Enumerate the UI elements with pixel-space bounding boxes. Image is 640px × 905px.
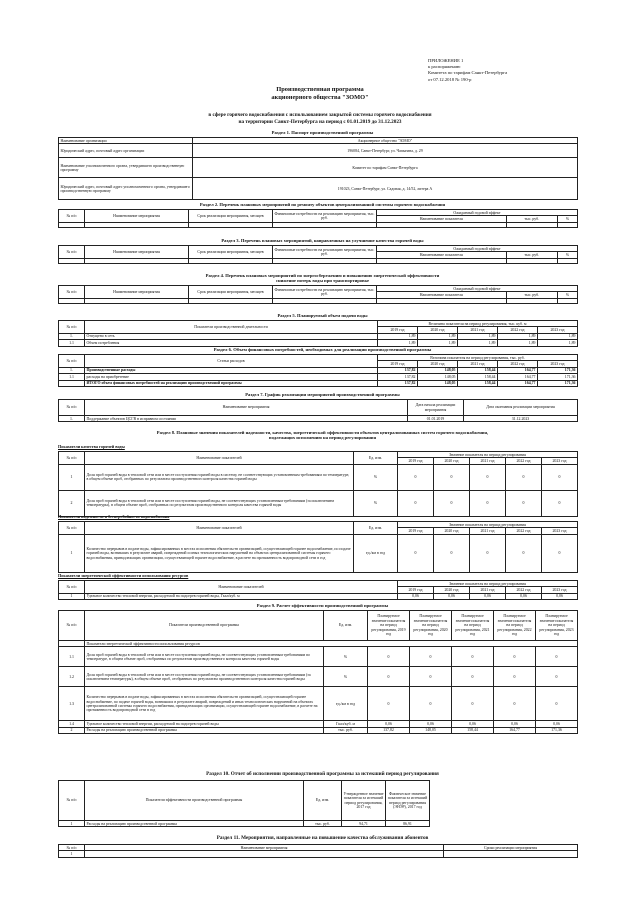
- header-cell: Дата начала реализации мероприятия: [408, 400, 464, 416]
- header-cell: Статьи расходов: [85, 355, 378, 368]
- header-cell: тыс. руб.: [506, 292, 557, 298]
- year-cell: 2023 год: [542, 528, 578, 534]
- title-line: акционерного общества "ЗОМО": [271, 94, 369, 102]
- header-cell: № п/п: [59, 246, 85, 259]
- cell: 1: [59, 851, 85, 857]
- header-cell: %: [558, 252, 578, 258]
- cell: 0,06: [452, 721, 494, 727]
- year-cell: 2020 год: [434, 528, 470, 534]
- header-cell: Наименование показателей: [85, 522, 354, 535]
- financial-needs-table: [58, 354, 578, 387]
- heading-line: Раздел 8. Плановые значения показателей надежности, качества, энергетической эффективности объектов централизованных систем горячего водоснабжения,: [156, 430, 489, 435]
- year-cell: 2023 год: [538, 327, 578, 333]
- section-7-heading: Раздел 7. График реализации мероприятий производственной программы: [245, 392, 400, 397]
- section-9-heading: Раздел 9. Расчет эффективности производственной программы: [256, 603, 389, 608]
- cell: расходы на приобретение: [85, 374, 378, 380]
- header-cell: Планируемое значение показателя на период регулирования, 2020 год: [410, 611, 452, 641]
- table-row: [59, 464, 578, 490]
- cell: 0: [452, 647, 494, 667]
- schedule-table: [58, 399, 578, 422]
- cell: 1.1: [59, 340, 85, 346]
- table-row: [59, 144, 578, 158]
- cell: 148,05: [410, 727, 452, 733]
- header-cell: Срок реализации мероприятия, месяцев: [189, 210, 273, 223]
- header-cell: тыс. руб.: [506, 216, 557, 222]
- cell: 0,06: [410, 721, 452, 727]
- cell: 148,05: [418, 374, 458, 380]
- year-cell: 2019 год: [398, 458, 434, 464]
- cell: 0,06: [368, 721, 410, 727]
- table-row: [59, 222, 578, 227]
- supply-volume-table: [58, 320, 578, 347]
- cell: 171,36: [536, 727, 578, 733]
- heading-line: подлежащих исполнению на период регулирования: [268, 435, 377, 441]
- cell: Акционерное общество "ЗОМО": [193, 138, 578, 144]
- section-5-heading: Раздел 5. Планируемый объем подачи воды: [277, 313, 368, 318]
- repair-table: [58, 209, 578, 228]
- cell: 196084, Санкт-Петербург, ул. Чапыгина, д. 29: [193, 144, 578, 158]
- cell: 1: [59, 534, 85, 572]
- cell: 137,82: [378, 374, 418, 380]
- header-cell: Величина показателя на период регулирования, тыс. руб.: [378, 355, 578, 361]
- heading-line: Раздел 4. Перечень плановых мероприятий по энергосбережению и повышению энергетической эффективности: [205, 273, 440, 278]
- cell: 0: [434, 534, 470, 572]
- header-cell: Ед. изм.: [354, 522, 398, 535]
- header-cell: Финансовые потребности на реализацию мероприятия, тыс. руб.: [273, 246, 377, 259]
- cell: 0: [506, 464, 542, 490]
- header-cell: %: [558, 292, 578, 298]
- cell: 1,89: [538, 340, 578, 346]
- cell: 0: [542, 464, 578, 490]
- header-cell: № п/п: [59, 321, 85, 334]
- header-cell: Значение показателя на период регулирования: [398, 581, 578, 587]
- cell: 0: [536, 667, 578, 687]
- table-row: [59, 178, 578, 200]
- year-cell: 2021 год: [458, 361, 498, 367]
- cell: 0: [494, 647, 536, 667]
- cell: 2: [59, 490, 85, 516]
- group-cell: Показатели энергетической эффективности использования ресурсов: [85, 641, 578, 647]
- header-cell: Значение показателя на период регулирования: [398, 522, 578, 528]
- cell: 0: [494, 687, 536, 721]
- year-cell: 2022 год: [506, 587, 542, 593]
- table-row: [59, 593, 578, 599]
- document-subtitle: [60, 112, 580, 127]
- header-cell: Утвержденное значение показателя за истекший период регулирования, 2017 год: [342, 781, 386, 821]
- header-cell: Наименование мероприятия: [85, 400, 408, 416]
- cell: 1: [59, 593, 85, 599]
- appendix-line: Комитета по тарифам Санкт-Петербурга: [428, 70, 508, 76]
- section-1-heading: Раздел 1. Паспорт производственной программы: [271, 130, 374, 135]
- header-cell: Наименование мероприятия: [85, 210, 189, 223]
- cell: 164,77: [498, 380, 538, 386]
- cell: %: [324, 647, 368, 667]
- cell: 0: [398, 490, 434, 516]
- service-quality-table: [58, 844, 578, 858]
- cell: 0: [368, 667, 410, 687]
- header-cell: Сроки реализации мероприятия: [444, 845, 578, 851]
- header-cell: № п/п: [59, 581, 85, 594]
- year-cell: 2021 год: [470, 587, 506, 593]
- year-cell: 2022 год: [498, 361, 538, 367]
- year-cell: 2022 год: [506, 528, 542, 534]
- cell: 2: [59, 727, 85, 733]
- cell: 0: [410, 667, 452, 687]
- subtitle-line: на территории Санкт-Петербурга на период с 01.01.2019 до 31.12.2023: [238, 119, 402, 126]
- table-row: [59, 490, 578, 516]
- report-table: [58, 780, 430, 827]
- energy-measures-table: [58, 285, 578, 304]
- cell: 0: [542, 490, 578, 516]
- section-3-heading: Раздел 3. Перечень плановых мероприятий, направленных на улучшение качества горячей воды: [221, 238, 424, 243]
- cell: 0,06: [536, 721, 578, 727]
- header-cell: тыс. руб.: [506, 252, 557, 258]
- cell: Доля проб горячей воды в тепловой сети или в месте поступления горячей воды в систему, не соответствующих установленным требованиям по температуре, в общем объеме проб, отобранных по результатам производственного контроля качества горячей воды: [85, 464, 354, 490]
- table-header-row: [59, 611, 578, 641]
- cell: 31.12.2023: [464, 416, 578, 422]
- header-cell: Наименование показателей: [85, 452, 354, 465]
- quality-indicators-table: [58, 451, 578, 517]
- header-cell: Ед. изм.: [354, 452, 398, 465]
- efficiency-table: [58, 610, 578, 734]
- cell: 0,06: [506, 593, 542, 599]
- cell: 1,89: [378, 340, 418, 346]
- cell: 0: [506, 490, 542, 516]
- cell: 0,06: [542, 593, 578, 599]
- header-cell: № п/п: [59, 781, 85, 821]
- header-cell: Ожидаемый годовой эффект: [377, 210, 578, 216]
- cell: 191023, Санкт-Петербург, ул. Садовая, д. 14/52, литера А: [193, 178, 578, 200]
- cell: 86,91: [386, 821, 430, 827]
- cell: 0: [434, 464, 470, 490]
- cell: Наименование уполномоченного органа, утвердившего производственную программу: [59, 158, 193, 178]
- cell: Доля проб горячей воды в тепловой сети или в месте поступления горячей воды, не соответствующих установленным требованиям (за исключением температуры), в общем объеме проб, отобранных по результатам производственного контроля качества горячей воды: [85, 667, 324, 687]
- year-cell: 2023 год: [542, 458, 578, 464]
- cell: 171,36: [538, 367, 578, 373]
- cell: Юридический адрес, почтовый адрес организации: [59, 144, 193, 158]
- table-row: [59, 667, 578, 687]
- cell: 171,36: [538, 380, 578, 386]
- cell: Расходы на реализацию производственной программы: [85, 821, 304, 827]
- cell: Доля проб горячей воды в тепловой сети или в месте поступления горячей воды, не соответствующих установленным требованиям по температуре, в общем объеме проб, отобранных по результатам производственного контроля качества горячей воды: [85, 647, 324, 667]
- cell: Гкал/куб. м: [324, 721, 368, 727]
- cell: 1.2: [59, 667, 85, 687]
- appendix-block: [428, 58, 628, 83]
- passport-table: [58, 137, 578, 200]
- header-cell: № п/п: [59, 522, 85, 535]
- cell: 0,06: [434, 593, 470, 599]
- cell: %: [354, 464, 398, 490]
- cell: [59, 380, 85, 386]
- header-cell: Срок реализации мероприятия, месяцев: [189, 286, 273, 299]
- cell: 158,44: [452, 727, 494, 733]
- cell: 1,89: [498, 333, 538, 339]
- table-row: [59, 647, 578, 667]
- cell: 0: [470, 490, 506, 516]
- header-cell: Планируемое значение показателя на период регулирования, 2022 год: [494, 611, 536, 641]
- table-row: [59, 340, 578, 346]
- header-cell: Наименование мероприятия: [85, 286, 189, 299]
- cell: 164,77: [494, 727, 536, 733]
- table-row: [59, 821, 430, 827]
- cell: 0: [494, 667, 536, 687]
- subsection-quality: Показатели качества горячей воды: [58, 444, 125, 449]
- header-cell: Ед. изм.: [304, 781, 342, 821]
- cell: 01.01.2019: [408, 416, 464, 422]
- table-row: [59, 687, 578, 721]
- header-cell: № п/п: [59, 286, 85, 299]
- header-cell: Планируемое значение показателя на период регулирования, 2021 год: [452, 611, 494, 641]
- header-cell: Планируемое значение показателя на период регулирования, 2023 год: [536, 611, 578, 641]
- table-row: [59, 158, 578, 178]
- subtitle-line: в сфере горячего водоснабжения с использованием закрытой системы горячего водоснабжения: [208, 112, 432, 118]
- header-cell: Величина показателя на период регулирования, тыс. куб. м: [378, 321, 578, 327]
- cell: Удельное количество тепловой энергии, расходуемой на подогрев горячей воды, Гкал/куб. м: [85, 593, 398, 599]
- cell: 1,89: [458, 333, 498, 339]
- header-cell: № п/п: [59, 845, 85, 851]
- header-cell: Планируемое значение показателя на период регулирования, 2019 год: [368, 611, 410, 641]
- table-header-row: [59, 781, 430, 821]
- cell: Удельное количество тепловой энергии, расходуемой на подогрев горячей воды: [85, 721, 324, 727]
- cell: 0: [452, 667, 494, 687]
- header-cell: Наименование мероприятия: [85, 246, 189, 259]
- header-cell: Наименование мероприятия: [85, 845, 444, 851]
- cell: 0: [536, 647, 578, 667]
- section-2-heading: Раздел 2. Перечень плановых мероприятий по ремонту объектов централизованной системы горячего водоснабжения: [199, 202, 446, 207]
- cell: 148,05: [418, 380, 458, 386]
- cell: 158,44: [458, 374, 498, 380]
- table-row: [59, 258, 578, 263]
- subsection-reliability: Показатели надежности и бесперебойности водоснабжения: [58, 514, 170, 519]
- cell: 158,44: [458, 367, 498, 373]
- header-cell: Показатели производственной деятельности: [85, 321, 378, 334]
- header-cell: Фактическое значение показателя за истекший период регулирования (ЭНЭР), 2017 год: [386, 781, 430, 821]
- year-cell: 2019 год: [378, 327, 418, 333]
- year-cell: 2020 год: [434, 587, 470, 593]
- cell: 1.: [59, 416, 85, 422]
- cell: 0: [398, 534, 434, 572]
- cell: ед./км в год: [354, 534, 398, 572]
- table-row: [59, 380, 578, 386]
- year-cell: 2019 год: [378, 361, 418, 367]
- section-8-heading: [40, 430, 605, 441]
- cell: Производственные расходы: [85, 367, 378, 373]
- cell: 0,06: [470, 593, 506, 599]
- cell: 1,89: [498, 340, 538, 346]
- cell: 1: [59, 821, 85, 827]
- cell: Поддержание объектов ЦСГВ в исправном состоянии: [85, 416, 408, 422]
- cell: ед./км в год: [324, 687, 368, 721]
- energy-indicators-table: [58, 580, 578, 600]
- cell: 1,89: [418, 333, 458, 339]
- cell: Расходы на реализацию производственной программы: [85, 727, 324, 733]
- appendix-line: к распоряжению: [428, 64, 461, 70]
- header-cell: Дата окончания реализации мероприятия: [464, 400, 578, 416]
- cell: 0: [398, 464, 434, 490]
- heading-line: снижение потерь воды при транспортировке: [275, 278, 370, 284]
- cell: 0: [410, 687, 452, 721]
- year-cell: 2021 год: [470, 528, 506, 534]
- year-cell: 2021 год: [458, 327, 498, 333]
- cell: Юридический адрес, почтовый адрес уполномоченного органа, утвердившего производственную программу: [59, 178, 193, 200]
- cell: 164,77: [498, 374, 538, 380]
- year-cell: 2021 год: [470, 458, 506, 464]
- header-cell: Наименование показателя: [377, 292, 507, 298]
- subsection-energy: Показатели энергетической эффективности использования ресурсов: [58, 573, 189, 578]
- cell: 0: [368, 687, 410, 721]
- header-cell: № п/п: [59, 611, 85, 641]
- year-cell: 2020 год: [434, 458, 470, 464]
- year-cell: 2022 год: [506, 458, 542, 464]
- cell: 0: [536, 687, 578, 721]
- header-cell: Ед. изм.: [324, 611, 368, 641]
- title-line: Производственная программа: [276, 86, 364, 93]
- cell: 148,05: [418, 367, 458, 373]
- year-cell: 2023 год: [538, 361, 578, 367]
- cell: 0: [470, 534, 506, 572]
- cell: 0: [434, 490, 470, 516]
- header-cell: Наименование показателя: [377, 216, 507, 222]
- header-cell: Показатели эффективности производственной программы: [85, 781, 304, 821]
- cell: 0: [368, 647, 410, 667]
- reliability-indicators-table: [58, 521, 578, 573]
- cell: 0: [506, 534, 542, 572]
- year-cell: 2019 год: [398, 528, 434, 534]
- section-4-heading: [40, 273, 605, 284]
- cell: 158,44: [458, 380, 498, 386]
- year-cell: 2023 год: [542, 587, 578, 593]
- cell: ИТОГО объем финансовых потребностей на реализацию производственной программы: [85, 380, 378, 386]
- cell: 1.1: [59, 647, 85, 667]
- cell: 0: [470, 464, 506, 490]
- cell: 0: [542, 534, 578, 572]
- cell: тыс. руб.: [304, 821, 342, 827]
- cell: 1,89: [378, 333, 418, 339]
- cell: 1,89: [418, 340, 458, 346]
- header-cell: Наименование показателей: [85, 581, 398, 594]
- cell: тыс. руб.: [324, 727, 368, 733]
- cell: 0: [410, 647, 452, 667]
- cell: 1.4: [59, 721, 85, 727]
- cell: Наименование организации: [59, 138, 193, 144]
- cell: 137,82: [378, 367, 418, 373]
- header-cell: %: [558, 216, 578, 222]
- cell: 1: [59, 464, 85, 490]
- header-cell: № п/п: [59, 355, 85, 368]
- cell: %: [324, 667, 368, 687]
- header-cell: Наименование показателя: [377, 252, 507, 258]
- year-cell: 2022 год: [498, 327, 538, 333]
- section-11-heading: Раздел 11. Мероприятия, направленные на повышение качества обслуживания абонентов: [216, 835, 429, 841]
- cell: 1,89: [538, 333, 578, 339]
- cell: Отпущено в сеть: [85, 333, 378, 339]
- cell: 164,77: [498, 367, 538, 373]
- header-cell: Ожидаемый годовой эффект: [377, 246, 578, 252]
- cell: Комитет по тарифам Санкт-Петербурга: [193, 158, 578, 178]
- table-row: [59, 534, 578, 572]
- cell: 0,06: [398, 593, 434, 599]
- cell: 1.3: [59, 687, 85, 721]
- cell: 0: [452, 687, 494, 721]
- cell: Количество перерывов в подаче воды, зафиксированных в местах исполнения обязательств организацией, осуществляющей горячее водоснабжение, по подаче горячей воды, возникших в результате аварий, повреждений и иных технологических нарушений на объектах централизованной системы горячего водоснабжения, принадлежащих организации, осуществляющей горячее водоснабжение, в расчете на протяженность водопроводной сети в год: [85, 534, 354, 572]
- year-cell: 2020 год: [418, 361, 458, 367]
- quality-measures-table: [58, 245, 578, 264]
- cell: 94,71: [342, 821, 386, 827]
- cell: %: [354, 490, 398, 516]
- year-cell: 2019 год: [398, 587, 434, 593]
- header-cell: Финансовые потребности на реализацию мероприятия, тыс. руб.: [273, 210, 377, 223]
- table-header-row: [59, 400, 578, 416]
- header-cell: Показатели производственной программы: [85, 611, 324, 641]
- header-cell: № п/п: [59, 452, 85, 465]
- appendix-line: от 07.12.2018 № 190-р: [428, 76, 472, 82]
- cell: 1.: [59, 333, 85, 339]
- cell: Доля проб горячей воды в тепловой сети или в месте поступления горячей воды, не соответствующих установленным требованиям (за исключением температуры), в общем объеме проб, отобранных по результатам производственного контроля качества горячей воды: [85, 490, 354, 516]
- table-row: [59, 416, 578, 422]
- section-10-heading: Раздел 10. Отчет об исполнении производственной программы за истекший период регулирования: [206, 771, 439, 777]
- year-cell: 2020 год: [418, 327, 458, 333]
- header-cell: Значение показателя на период регулирования: [398, 452, 578, 458]
- appendix-line: ПРИЛОЖЕНИЕ 1: [428, 58, 464, 63]
- header-cell: № п/п: [59, 400, 85, 416]
- table-row: [59, 727, 578, 733]
- cell: 171,36: [538, 374, 578, 380]
- header-cell: Ожидаемый годовой эффект: [377, 286, 578, 292]
- cell: 1.: [59, 367, 85, 373]
- header-cell: Срок реализации мероприятия, месяцев: [189, 246, 273, 259]
- table-row: [59, 298, 578, 303]
- section-6-heading: Раздел 6. Объем финансовых потребностей, необходимых для реализации производственной программы: [213, 347, 432, 352]
- cell: 0,06: [494, 721, 536, 727]
- cell: Объем потребления: [85, 340, 378, 346]
- cell: 137,82: [378, 380, 418, 386]
- header-cell: № п/п: [59, 210, 85, 223]
- cell: Количество перерывов в подаче воды, зафиксированных в местах исполнения обязательств организацией, осуществляющей горячее водоснабжение, по подаче горячей воды, возникших в результате аварий, повреждений и иных технологических нарушений на объектах централизованной системы горячего водоснабжения, принадлежащих организации, осуществляющей горячее водоснабжение, в расчете на протяженность водопроводной сети в год: [85, 687, 324, 721]
- cell: 1,89: [458, 340, 498, 346]
- table-row: [59, 851, 578, 857]
- header-cell: Финансовые потребности на реализацию мероприятия, тыс. руб.: [273, 286, 377, 299]
- document-title: [60, 86, 580, 103]
- cell: 137,82: [368, 727, 410, 733]
- cell: 1.1: [59, 374, 85, 380]
